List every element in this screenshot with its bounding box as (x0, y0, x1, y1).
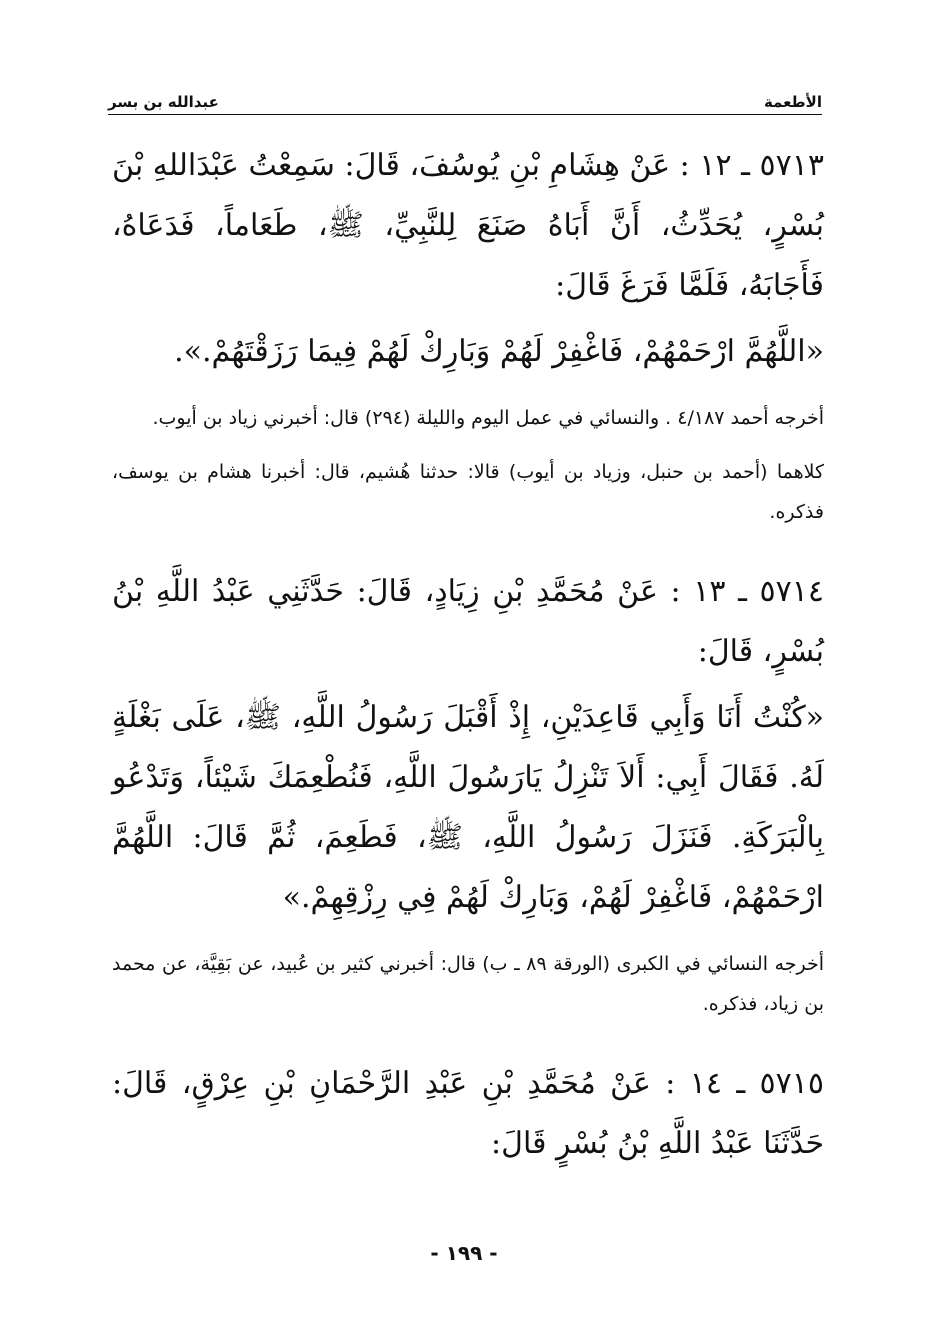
running-header (108, 88, 822, 115)
hadith-5713-note-1: أخرجه أحمد ٤/١٨٧ . والنسائي في عمل اليوم والليلة (٢٩٤) قال: أخبرني زياد بن أيوب. (152, 407, 824, 429)
hadith-5714-note-1: أخرجه النسائي في الكبرى (الورقة ٨٩ ـ ب) قال: أخبرني كثير بن عُبيد، عن بَقِيَّة، عن محمد بن زياد، فذكره. (112, 953, 825, 1015)
hadith-5714-quote: «كُنْتُ أَنَا وَأَبِي قَاعِدَيْنِ، إِذْ أَقْبَلَ رَسُولُ اللَّهِ، ﷺ، عَلَى بَغْلَةٍ لَهُ. فَقَالَ أَبِي: أَلاَ تَنْزِلُ يَارَسُولَ اللَّهِ، فَنُطْعِمَكَ شَيْئاً، وَتَدْعُو بِالْبَرَكَةِ. فَنَزَلَ رَسُولُ اللَّهِ، ﷺ، فَطَعِمَ، ثُمَّ قَالَ: اللَّهُمَّ ارْحَمْهُمْ، فَاغْفِرْ لَهُمْ، وَبَارِكْ لَهُمْ فِي رِزْقِهِمْ.» (112, 700, 824, 915)
hadith-5713-quote: «اللَّهُمَّ ارْحَمْهُمْ، فَاغْفِرْ لَهُمْ وَبَارِكْ لَهُمْ فِيمَا رَزَقْتَهُمْ.». (174, 334, 824, 369)
header-author: عبدالله بن بسر (108, 93, 219, 111)
hadith-5714-intro: ٥٧١٤ ـ ١٣ : عَنْ مُحَمَّدِ بْنِ زِيَادٍ، قَالَ: حَدَّثَنِي عَبْدُ اللَّهِ بْنُ بُسْرٍ، قَالَ: (112, 574, 824, 669)
page-number: - ١٩٩ - (430, 1241, 498, 1265)
hadith-5713-note-2: كلاهما (أحمد بن حنبل، وزياد بن أيوب) قالا: حدثنا هُشيم، قال: أخبرنا هشام بن يوسف، فذكره. (112, 461, 824, 523)
header-chapter: الأطعمة (763, 93, 822, 111)
hadith-5713-intro: ٥٧١٣ ـ ١٢ : عَنْ هِشَامِ بْنِ يُوسُفَ، قَالَ: سَمِعْتُ عَبْدَاللهِ بْنَ بُسْرٍ، يُحَدِّثُ، أَنَّ أَبَاهُ صَنَعَ لِلنَّبِيِّ، ﷺ، طَعَاماً، فَدَعَاهُ، فَأَجَابَهُ، فَلَمَّا فَرَغَ قَالَ: (112, 148, 824, 303)
hadith-5715-intro: ٥٧١٥ ـ ١٤ : عَنْ مُحَمَّدِ بْنِ عَبْدِ الرَّحْمَانِ بْنِ عِرْقٍ، قَالَ: حَدَّثَنَا عَبْدُ اللَّهِ بْنُ بُسْرٍ قَالَ: (112, 1066, 824, 1161)
page-body (112, 136, 824, 1174)
